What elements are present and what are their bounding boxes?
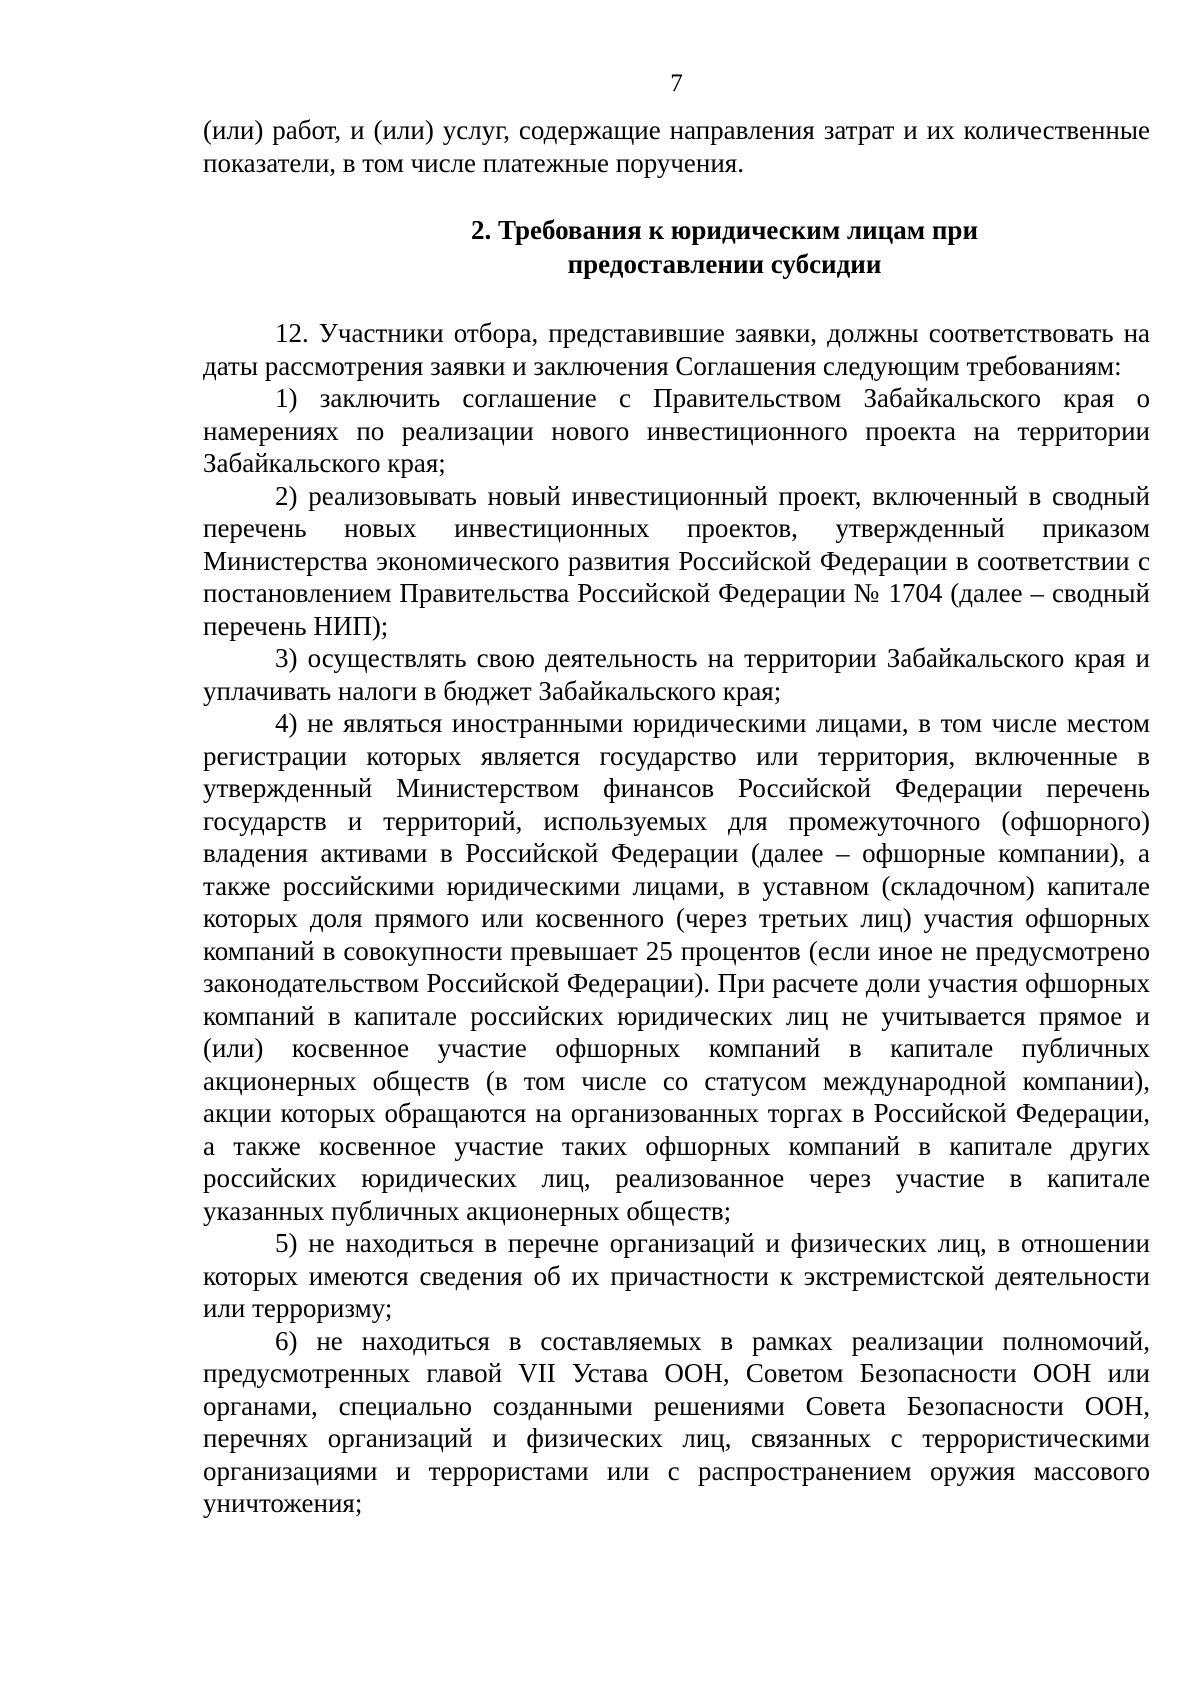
paragraph-12: 12. Участники отбора, представившие заявки, должны соответствовать на даты рассмотрения заявки и заключения Соглашения следующим требованиям:: [203, 318, 1150, 381]
page-number: 7: [670, 70, 683, 97]
requirement-item-6: 6) не находиться в составляемых в рамках реализации полномочий, предусмотренных главой VII Устава ООН, Советом Безопасности ООН или органами, специально созданными решениями Совета Безопасности ООН, перечнях организаций и физических лиц, связанных с террористическими организациями и террористами или с распространением оружия массового уничтожения;: [203, 1325, 1150, 1518]
section-heading-line-1: 2. Требования к юридическим лицам при: [470, 215, 979, 245]
requirement-item-2: 2) реализовывать новый инвестиционный проект, включенный в сводный перечень новых инвестиционных проектов, утвержденный приказом Министерства экономического развития Российской Федерации в соответствии с постановлением Правительства Российской Федерации № 1704 (далее – сводный перечень НИП);: [203, 480, 1150, 641]
requirement-item-3: 3) осуществлять свою деятельность на территории Забайкальского края и уплачивать налоги в бюджет Забайкальского края;: [203, 643, 1150, 706]
section-heading-line-2: предоставлении субсидии: [567, 249, 882, 279]
intro-paragraph: (или) работ, и (или) услуг, содержащие направления затрат и их количественные показатели, в том числе платежные поручения.: [203, 115, 1150, 178]
requirement-item-1: 1) заключить соглашение с Правительством Забайкальского края о намерениях по реализации нового инвестиционного проекта на территории Забайкальского края;: [203, 383, 1150, 478]
section-heading: [299, 213, 1150, 281]
requirement-item-5: 5) не находиться в перечне организаций и физических лиц, в отношении которых имеются сведения об их причастности к экстремистской деятельности или терроризму;: [203, 1228, 1150, 1323]
document-page: [203, 68, 1150, 1520]
requirement-item-4: 4) не являться иностранными юридическими лицами, в том числе местом регистрации которых является государство или территория, включенные в утвержденный Министерством финансов Российской Федерации перечень государств и территорий, используемых для промежуточного (офшорного) владения активами в Российской Федерации (далее – офшорные компании), а также российскими юридическими лицами, в уставном (складочном) капитале которых доля прямого или косвенного (через третьих лиц) участия офшорных компаний в совокупности превышает 25 процентов (если иное не предусмотрено законодательством Российской Федерации). При расчете доли участия офшорных компаний в капитале российских юридических лиц не учитывается прямое и (или) косвенное участие офшорных компаний в капитале публичных акционерных обществ (в том числе со статусом международной компании), акции которых обращаются на организованных торгах в Российской Федерации, а также косвенное участие таких офшорных компаний в капитале других российских юридических лиц, реализованное через участие в капитале указанных публичных акционерных обществ;: [203, 708, 1150, 1226]
